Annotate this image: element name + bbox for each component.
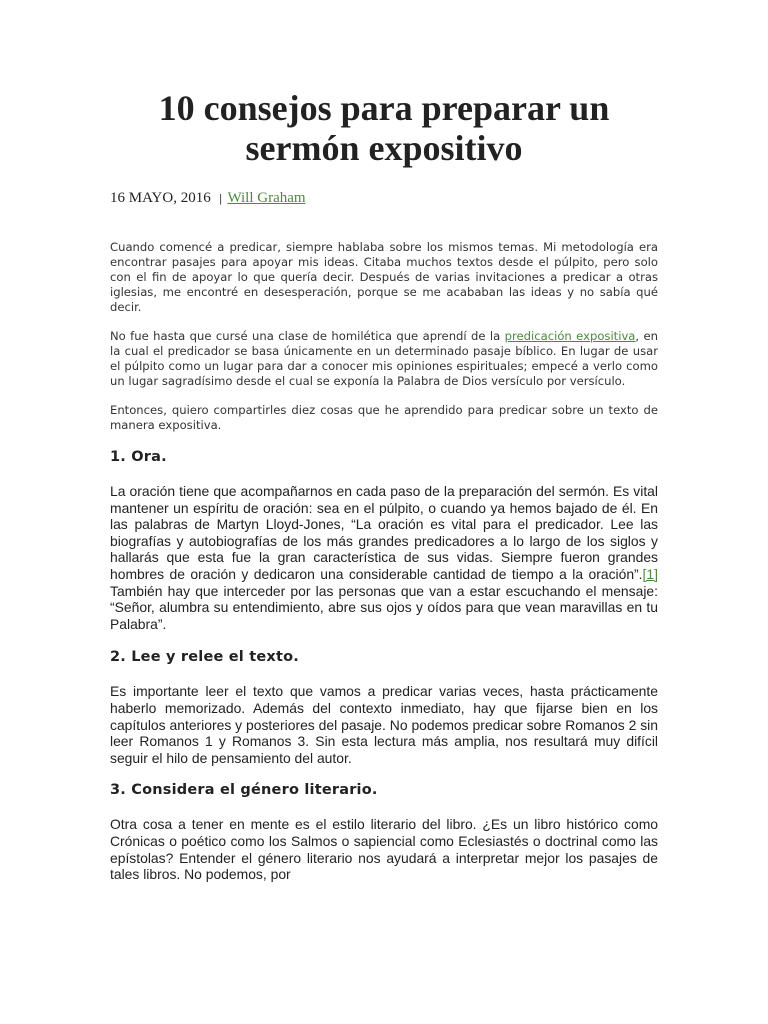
- author-link[interactable]: Will Graham: [227, 190, 306, 206]
- intro-paragraph-2: [110, 329, 658, 389]
- intro-p2-text-after: , en la cual el predicador se basa únicamente en un determinado pasaje bíblico. En lugar de usar el púlpito como un lugar para dar a conocer mis opiniones espirituales; empecé a verlo como un lugar sagradísimo desde el cual se exponía la Palabra de Dios versículo por versículo.: [110, 329, 658, 388]
- footnote-link-1[interactable]: [1]: [642, 565, 658, 582]
- section-heading-1: 1. Ora.: [110, 449, 167, 465]
- intro-paragraph-3: Entonces, quiero compartirles diez cosas que he aprendido para predicar sobre un texto de manera expositiva.: [110, 403, 658, 432]
- section-heading-2: 2. Lee y relee el texto.: [110, 649, 299, 666]
- section-body-2: Es importante leer el texto que vamos a predicar varias veces, hasta prácticamente haberlo memorizado. Además del contexto inmediato, hay que fijarse bien en los capítulos anteriores y posteriores del pasaje. No podemos predicar sobre Romanos 2 sin leer Romanos 1 y Romanos 3. Sin esta lectura más amplia, nos resultará muy difícil seguir el hilo de pensamiento del autor.: [110, 683, 658, 766]
- meta-separator: |: [218, 192, 223, 205]
- article-title: 10 consejos para preparar un sermón expositivo: [158, 88, 610, 168]
- article-meta: [110, 190, 658, 207]
- section-body-3: Otra cosa a tener en mente es el estilo literario del libro. ¿Es un libro histórico como Crónicas o poético como los Salmos o sapiencial como Eclesiastés o doctrinal como las epístolas? Entender el género literario nos ayudará a interpretar mejor los pasajes de tales libros. No podemos, por: [110, 816, 658, 883]
- expository-preaching-link[interactable]: predicación expositiva: [504, 329, 636, 343]
- section-heading-3: 3. Considera el género literario.: [110, 782, 378, 799]
- publish-date: 16 MAYO, 2016: [110, 190, 211, 206]
- intro-p2-text-before: No fue hasta que cursé una clase de homilética que aprendí de la: [110, 329, 505, 343]
- section-1-text-before: La oración tiene que acompañarnos en cada paso de la preparación del sermón. Es vital mantener un espíritu de oración: sea en el púlpito, o cuando ya hemos bajado de él. En las palabras de Martyn Lloyd-Jones, “La oración es vital para el predicador. Lee las biografías y autobiografías de los más grandes predicadores a lo largo de los siglos y hallarás que esta fue la gran característica de sus vidas. Siempre fueron grandes hombres de oración y dedicaron una considerable cantidad de tiempo a la oración”.: [110, 483, 658, 582]
- section-body-1: [110, 483, 658, 632]
- intro-paragraph-1: Cuando comencé a predicar, siempre hablaba sobre los mismos temas. Mi metodología era encontrar pasajes para apoyar mis ideas. Citaba muchos textos desde el púlpito, pero solo con el fin de apoyar lo que quería decir. Después de varias invitaciones a predicar a otras iglesias, me encontré en desesperación, porque se me acababan las ideas y no sabía qué decir.: [110, 240, 658, 314]
- section-1-text-after: También hay que interceder por las personas que van a estar escuchando el mensaje: “Señor, alumbra su entendimiento, abre sus ojos y oídos para que vean maravillas en tu Palabra”.: [110, 582, 658, 632]
- article: [110, 0, 658, 883]
